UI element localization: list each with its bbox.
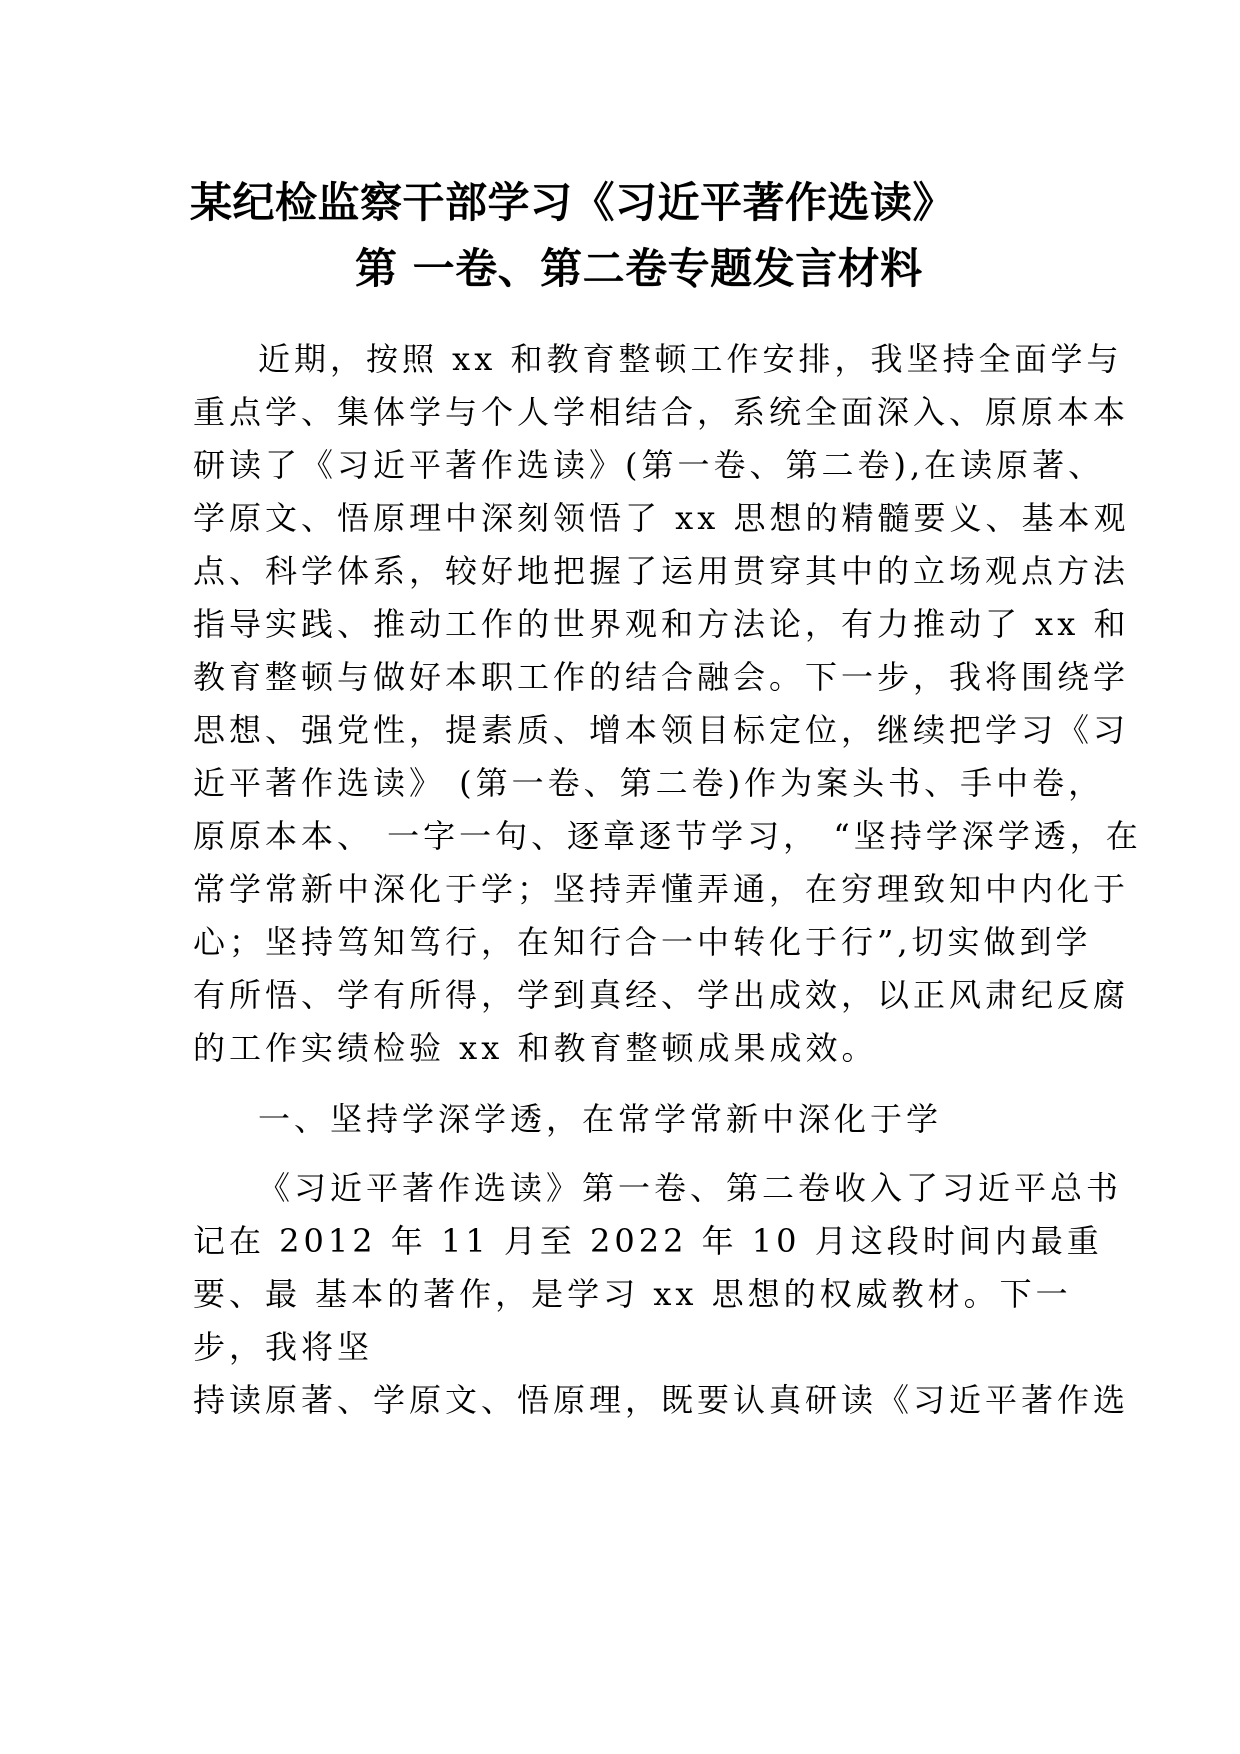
paragraph-line: 指导实践、推动工作的世界观和方法论，有力推动了 xx 和 xyxy=(193,605,1130,643)
paragraph-line: 的工作实绩检验 xx 和教育整顿成果成效。 xyxy=(193,1029,878,1067)
paragraph-line: 近平著作选读》 (第一卷、第二卷)作为案头书、手中卷， xyxy=(193,764,1105,802)
paragraph-line: 教育整顿与做好本职工作的结合融会。下一步，我将围绕学 xyxy=(193,658,1130,696)
paragraph-line: 重点学、集体学与个人学相结合，系统全面深入、原原本本 xyxy=(193,393,1130,431)
paragraph-line: 《习近平著作选读》第一卷、第二卷收入了习近平总书 xyxy=(258,1169,1123,1207)
paragraph-line: 近期，按照 xx 和教育整顿工作安排，我坚持全面学与 xyxy=(258,340,1123,378)
paragraph-line: 步，我将坚 xyxy=(193,1328,374,1366)
document-title-line-1: 某纪检监察干部学习《习近平著作选读》 xyxy=(190,178,956,227)
document-title-line-2: 第 一卷、第二卷专题发言材料 xyxy=(355,244,923,293)
paragraph-line: 要、最 基本的著作，是学习 xx 思想的权威教材。下一 xyxy=(193,1275,1072,1313)
paragraph-line: 记在 2012 年 11 月至 2022 年 10 月这段时间内最重 xyxy=(193,1222,1103,1260)
paragraph-line: 点、科学体系，较好地把握了运用贯穿其中的立场观点方法 xyxy=(193,552,1130,590)
paragraph-line: 有所悟、学有所得，学到真经、学出成效，以正风肃纪反腐 xyxy=(193,976,1130,1014)
paragraph-line: 心；坚持笃知笃行，在知行合一中转化于行”,切实做到学 xyxy=(193,923,1092,961)
section-heading: 一、坚持学深学透，在常学常新中深化于学 xyxy=(258,1100,943,1138)
paragraph-line: 学原文、悟原理中深刻领悟了 xx 思想的精髓要义、基本观 xyxy=(193,499,1130,537)
paragraph-line: 思想、强党性，提素质、增本领目标定位，继续把学习《习 xyxy=(193,711,1130,749)
paragraph-line: 研读了《习近平著作选读》(第一卷、第二卷),在读原著、 xyxy=(193,446,1105,484)
paragraph-line: 原原本本、 一字一句、逐章逐节学习， “坚持学深学透，在 xyxy=(193,817,1142,855)
paragraph-line: 常学常新中深化于学；坚持弄懂弄通，在穷理致知中内化于 xyxy=(193,870,1130,908)
paragraph-line: 持读原著、学原文、悟原理，既要认真研读《习近平著作选 xyxy=(193,1381,1130,1419)
